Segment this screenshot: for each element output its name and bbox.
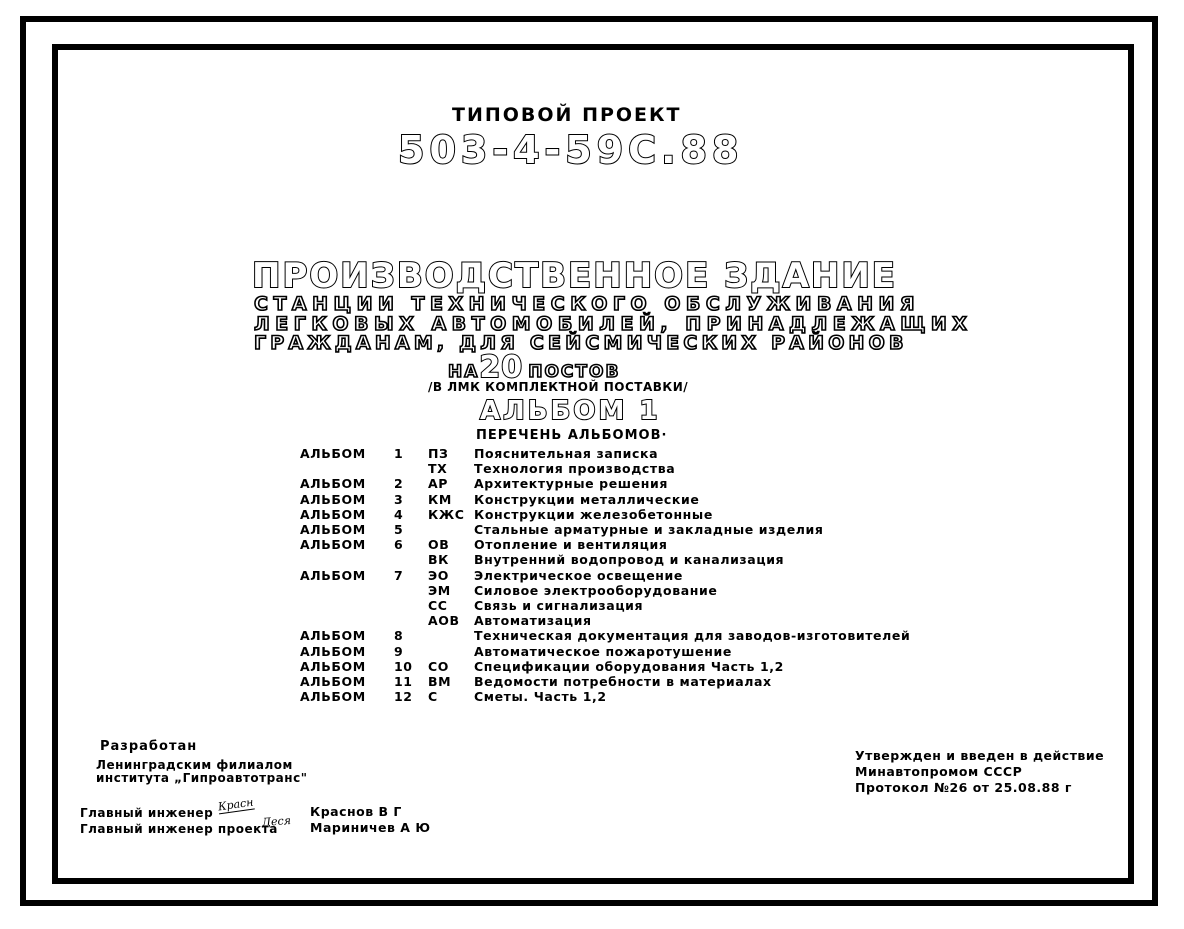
album-list-code: ТХ bbox=[428, 461, 448, 477]
album-list-row bbox=[0, 552, 1184, 567]
title-line-2: ЛЕГКОВЫХ АВТОМОБИЛЕЙ, ПРИНАДЛЕЖАЩИХ bbox=[254, 313, 973, 335]
album-list-number: 3 bbox=[394, 491, 404, 507]
posts-line bbox=[448, 350, 620, 384]
album-list-description: Стальные арматурные и закладные изделия bbox=[474, 522, 824, 537]
album-list-row bbox=[0, 476, 1184, 491]
signature-name-2: Мариничев А Ю bbox=[310, 820, 431, 835]
signature-role-1: Главный инженер bbox=[80, 806, 214, 820]
project-code: 503-4-59С.88 bbox=[398, 128, 744, 172]
developer-line-1: Ленинградским филиалом bbox=[96, 758, 293, 772]
album-list-album: АЛЬБОМ bbox=[300, 506, 366, 522]
album-list-number: 9 bbox=[394, 643, 404, 659]
album-list-code: СО bbox=[428, 658, 449, 674]
signature-image-2: Деся bbox=[261, 814, 292, 829]
signature-role-2: Главный инженер проекта bbox=[80, 822, 278, 836]
album-list-code: ЭМ bbox=[428, 582, 451, 598]
album-list-code: ВМ bbox=[428, 674, 452, 689]
delivery-note: /В ЛМК КОМПЛЕКТНОЙ ПОСТАВКИ/ bbox=[428, 380, 689, 394]
album-list-album: АЛЬБОМ bbox=[300, 491, 366, 507]
album-list-number: 11 bbox=[394, 674, 413, 689]
album-list-row bbox=[0, 507, 1184, 522]
album-list-code: С bbox=[428, 689, 438, 705]
developer-line-2: института „Гипроавтотранс" bbox=[96, 771, 308, 785]
album-list-number: 8 bbox=[394, 628, 404, 644]
album-list-description: Техническая документация для заводов-изготовителей bbox=[474, 628, 911, 644]
developer-label: Разработан bbox=[100, 739, 198, 754]
album-list-description: Конструкции железобетонные bbox=[474, 506, 713, 522]
album-list-description: Внутренний водопровод и канализация bbox=[474, 552, 785, 568]
album-list-description: Ведомости потребности в материалах bbox=[474, 674, 772, 689]
album-list-number: 2 bbox=[394, 476, 404, 492]
approval-line-1: Утвержден и введен в действие bbox=[855, 748, 1105, 763]
album-list-row bbox=[0, 568, 1184, 583]
approval-line-2: Минавтопромом СССР bbox=[855, 764, 1023, 779]
album-list-code: ВК bbox=[428, 552, 449, 568]
title-line-3: ГРАЖДАНАМ, ДЛЯ СЕЙСМИЧЕСКИХ РАЙОНОВ bbox=[254, 332, 908, 354]
album-list-code: АР bbox=[428, 476, 449, 492]
project-label: ТИПОВОЙ ПРОЕКТ bbox=[452, 104, 682, 126]
album-list-number: 4 bbox=[394, 506, 404, 522]
album-list-row bbox=[0, 628, 1184, 643]
album-list-description: Электрическое освещение bbox=[474, 567, 683, 583]
album-list bbox=[0, 446, 1184, 706]
album-list-album: АЛЬБОМ bbox=[300, 628, 366, 644]
album-list-row bbox=[0, 613, 1184, 628]
signature-image-1: Красн bbox=[217, 795, 255, 814]
album-title: АЛЬБОМ 1 bbox=[480, 396, 661, 426]
album-list-number: 12 bbox=[394, 689, 413, 705]
album-list-number: 10 bbox=[394, 658, 413, 674]
album-list-description: Автоматическое пожаротушение bbox=[474, 643, 732, 659]
album-list-description: Силовое электрооборудование bbox=[474, 582, 718, 598]
album-list-row bbox=[0, 644, 1184, 659]
title-line-1: СТАНЦИИ ТЕХНИЧЕСКОГО ОБСЛУЖИВАНИЯ bbox=[254, 293, 921, 315]
album-list-description: Отопление и вентиляция bbox=[474, 537, 668, 553]
album-list-number: 1 bbox=[394, 446, 404, 461]
album-list-row bbox=[0, 522, 1184, 537]
album-list-description: Связь и сигнализация bbox=[474, 598, 644, 613]
posts-number: 20 bbox=[479, 350, 524, 385]
album-list-number: 7 bbox=[394, 567, 404, 583]
album-list-code: КЖС bbox=[428, 506, 465, 522]
posts-prefix: НА bbox=[448, 362, 480, 382]
album-list-description: Сметы. Часть 1,2 bbox=[474, 689, 607, 705]
album-list-description: Технология производства bbox=[474, 461, 676, 477]
album-list-heading: ПЕРЕЧЕНЬ АЛЬБОМОВ· bbox=[476, 428, 668, 443]
album-list-code: АОВ bbox=[428, 613, 460, 629]
album-list-row bbox=[0, 537, 1184, 552]
title-main: ПРОИЗВОДСТВЕННОЕ ЗДАНИЕ bbox=[252, 256, 898, 296]
album-list-album: АЛЬБОМ bbox=[300, 522, 366, 537]
album-list-row bbox=[0, 674, 1184, 689]
album-list-number: 6 bbox=[394, 537, 404, 553]
posts-suffix: ПОСТОВ bbox=[528, 362, 621, 382]
album-list-code: ЭО bbox=[428, 567, 449, 583]
album-list-album: АЛЬБОМ bbox=[300, 537, 366, 553]
album-list-description: Спецификации оборудования Часть 1,2 bbox=[474, 658, 784, 674]
album-list-album: АЛЬБОМ bbox=[300, 643, 366, 659]
approval-line-3: Протокол №26 от 25.08.88 г bbox=[855, 780, 1072, 795]
album-list-row bbox=[0, 583, 1184, 598]
album-list-album: АЛЬБОМ bbox=[300, 567, 366, 583]
album-list-album: АЛЬБОМ bbox=[300, 689, 366, 705]
album-list-code: ПЗ bbox=[428, 446, 449, 461]
album-list-album: АЛЬБОМ bbox=[300, 446, 366, 461]
album-list-number: 5 bbox=[394, 522, 404, 537]
album-list-row bbox=[0, 659, 1184, 674]
album-list-row bbox=[0, 446, 1184, 461]
album-list-album: АЛЬБОМ bbox=[300, 658, 366, 674]
album-list-description: Автоматизация bbox=[474, 613, 592, 629]
album-list-album: АЛЬБОМ bbox=[300, 476, 366, 492]
album-list-row bbox=[0, 689, 1184, 704]
album-list-description: Конструкции металлические bbox=[474, 491, 700, 507]
album-list-row bbox=[0, 461, 1184, 476]
album-list-row bbox=[0, 598, 1184, 613]
signature-name-1: Краснов В Г bbox=[310, 804, 402, 819]
album-list-code: ОВ bbox=[428, 537, 450, 553]
album-list-description: Пояснительная записка bbox=[474, 446, 659, 461]
album-list-code: СС bbox=[428, 598, 448, 613]
album-list-code: КМ bbox=[428, 491, 452, 507]
album-list-row bbox=[0, 492, 1184, 507]
album-list-album: АЛЬБОМ bbox=[300, 674, 366, 689]
album-list-description: Архитектурные решения bbox=[474, 476, 668, 492]
